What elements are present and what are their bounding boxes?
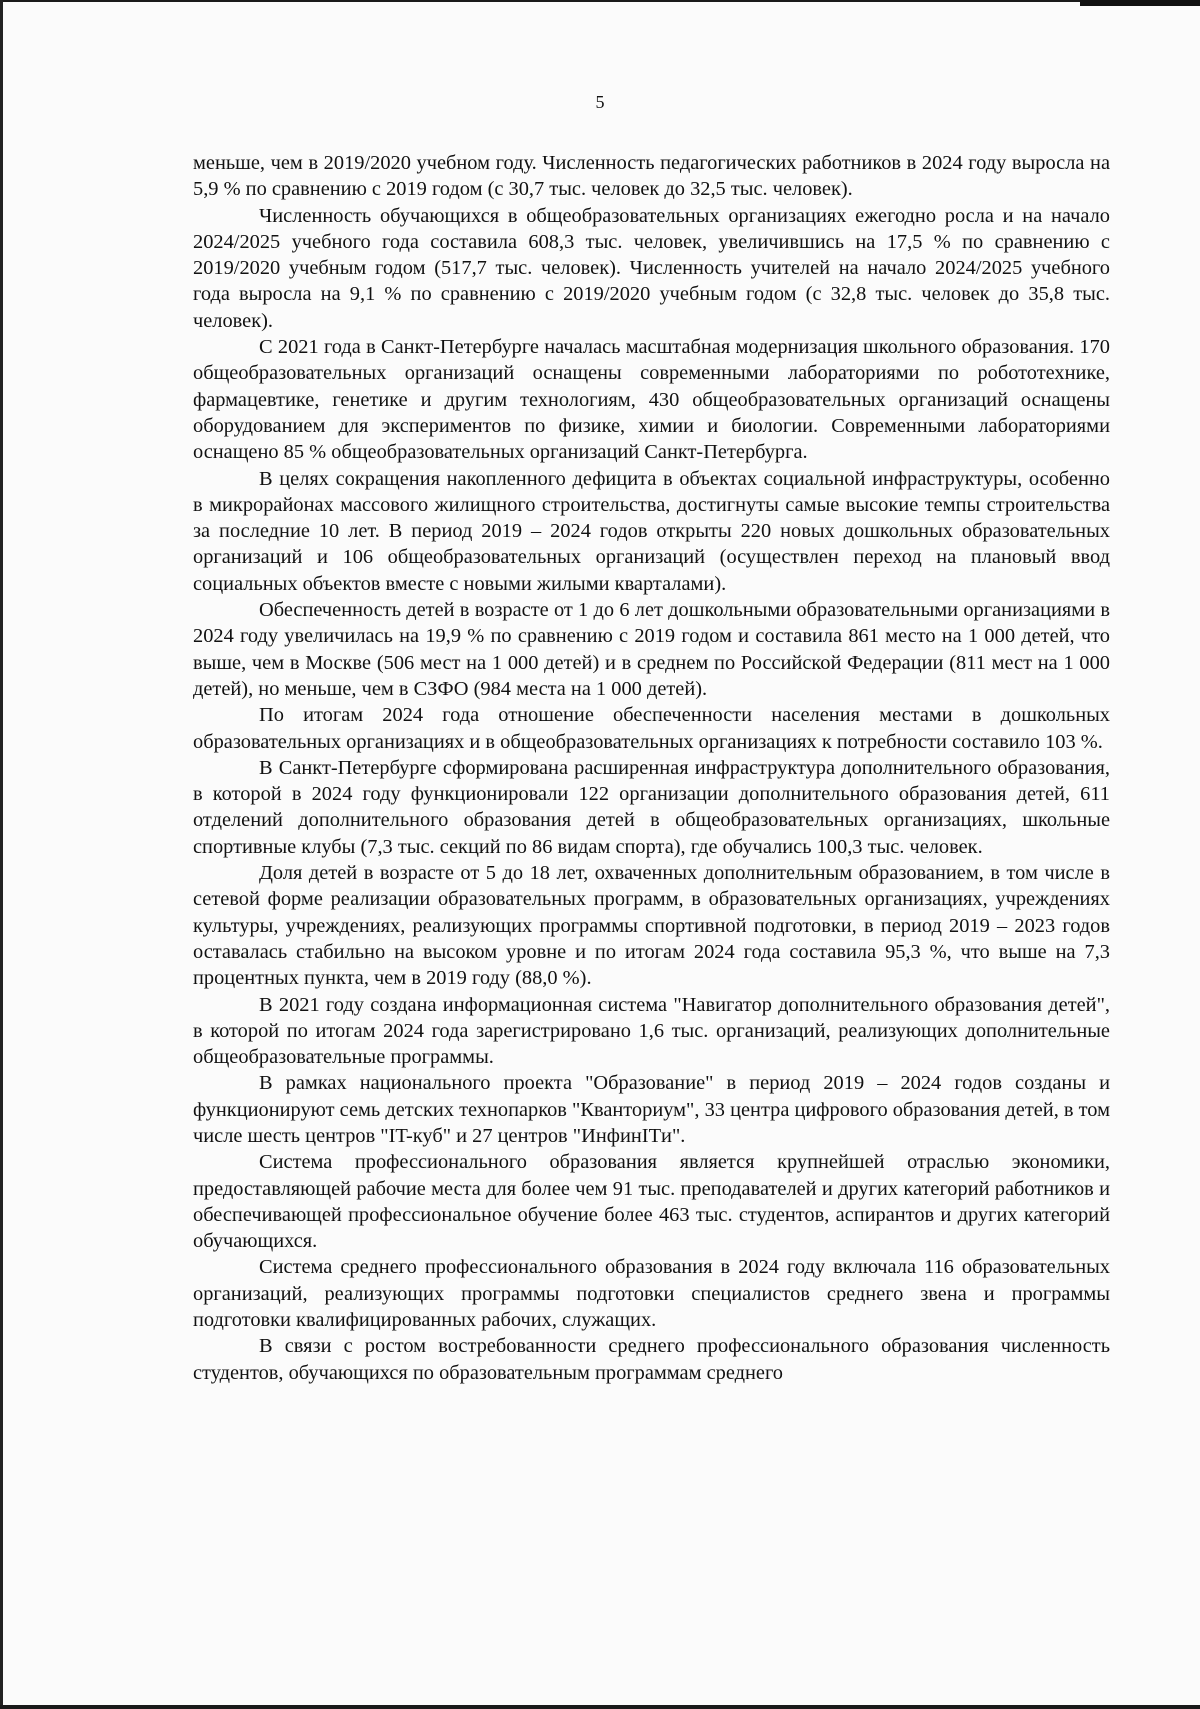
scan-border-bottom [0,1705,1200,1709]
paragraph-secondary-vocational: Система среднего профессионального образования в 2024 году включала 116 образовательных организаций, реализующих программы подготовки специалистов среднего звена и программы подготовки квалифицированных рабочих, служащих. [193,1256,1110,1332]
scan-border-left [0,0,3,1709]
paragraph-social-infrastructure: В целях сокращения накопленного дефицита в объектах социальной инфраструктуры, особенно в микрорайонах массового жилищного строительства, достигнуты самые высокие темпы строительства за последние 10 лет. В период 2019 – 2024 годов открыты 220 новых дошкольных образовательных организаций и 106 общеобразовательных организаций (осуществлен переход на плановый ввод социальных объектов вместе с новыми жилыми кварталами). [193,467,1110,595]
paragraph-children-share: Доля детей в возрасте от 5 до 18 лет, охваченных дополнительным образованием, в том числе в сетевой форме реализации образовательных программ, в образовательных организациях, учреждениях культуры, учреждениях, реализующих программы спортивной подготовки, в период 2019 – 2023 годов оставалась стабильно на высоком уровне и по итогам 2024 года составила 95,3 %, что выше на 7,3 процентных пункта, чем в 2019 году (88,0 %). [193,862,1110,990]
paragraph-national-project: В рамках национального проекта "Образование" в период 2019 – 2024 годов созданы и функционируют семь детских технопарков "Кванториум", 33 центра цифрового образования детей, в том числе шесть центров "IT-куб" и 27 центров "ИнфинITи". [193,1072,1110,1147]
paragraph-students-count: Численность обучающихся в общеобразовательных организациях ежегодно росла и на начало 2024/2025 учебного года составила 608,3 тыс. человек, увеличившись на 17,5 % по сравнению с 2019/2020 учебным годом (517,7 тыс. человек). Численность учителей на начало 2024/2025 учебного года выросла на 9,1 % по сравнению с 2019/2020 учебным годом (с 32,8 тыс. человек до 35,8 тыс. человек). [193,204,1110,332]
paragraph-provision-ratio: По итогам 2024 года отношение обеспеченности населения местами в дошкольных образовательных организациях и в общеобразовательных организациях к потребности составило 103 %. [193,704,1110,753]
paragraph-navigator-system: В 2021 году создана информационная система "Навигатор дополнительного образования детей", в которой по итогам 2024 года зарегистрировано 1,6 тыс. организаций, реализующих дополнительные общеобразовательные программы. [193,993,1110,1069]
page-number: 5 [595,92,605,112]
paragraph-additional-education: В Санкт-Петербурге сформирована расширенная инфраструктура дополнительного образования, в которой в 2024 году функционировали 122 организации дополнительного образования детей, 611 отделений дополнительного образования детей в общеобразовательных организациях, школьные спортивные клубы (7,3 тыс. секций по 86 видам спорта), где обучались 100,3 тыс. человек. [193,756,1110,858]
body-text [193,150,1110,1386]
paragraph-demand-growth: В связи с ростом востребованности среднего профессионального образования численность студентов, обучающихся по образовательным программам среднего [193,1335,1110,1384]
paragraph-continuation: меньше, чем в 2019/2020 учебном году. Численность педагогических работников в 2024 году выросла на 5,9 % по сравнению с 2019 годом (с 30,7 тыс. человек до 32,5 тыс. человек). [193,152,1110,201]
paragraph-professional-education: Система профессионального образования является крупнейшей отраслью экономики, предоставляющей рабочие места для более чем 91 тыс. преподавателей и других категорий работников и обеспечивающей профессиональное обучение более 463 тыс. студентов, аспирантов и других категорий обучающихся. [193,1151,1110,1253]
paragraph-school-modernization: С 2021 года в Санкт-Петербурге началась масштабная модернизация школьного образования. 170 общеобразовательных организаций оснащены современными лабораториями по робототехнике, фармацевтике, генетике и другим технологиям, 430 общеобразовательных организаций оснащены оборудованием для экспериментов по физике, химии и биологии. Современными лабораториями оснащено 85 % общеобразовательных организаций Санкт-Петербурга. [193,336,1110,464]
scan-border-top [0,0,1200,2]
paragraph-preschool-provision: Обеспеченность детей в возрасте от 1 до 6 лет дошкольными образовательными организациями в 2024 году увеличилась на 19,9 % по сравнению с 2019 годом и составила 861 место на 1 000 детей, что выше, чем в Москве (506 мест на 1 000 детей) и в среднем по Российской Федерации (811 мест на 1 000 детей), но меньше, чем в СЗФО (984 места на 1 000 детей). [193,599,1110,700]
scan-border-top-right [1080,0,1200,6]
